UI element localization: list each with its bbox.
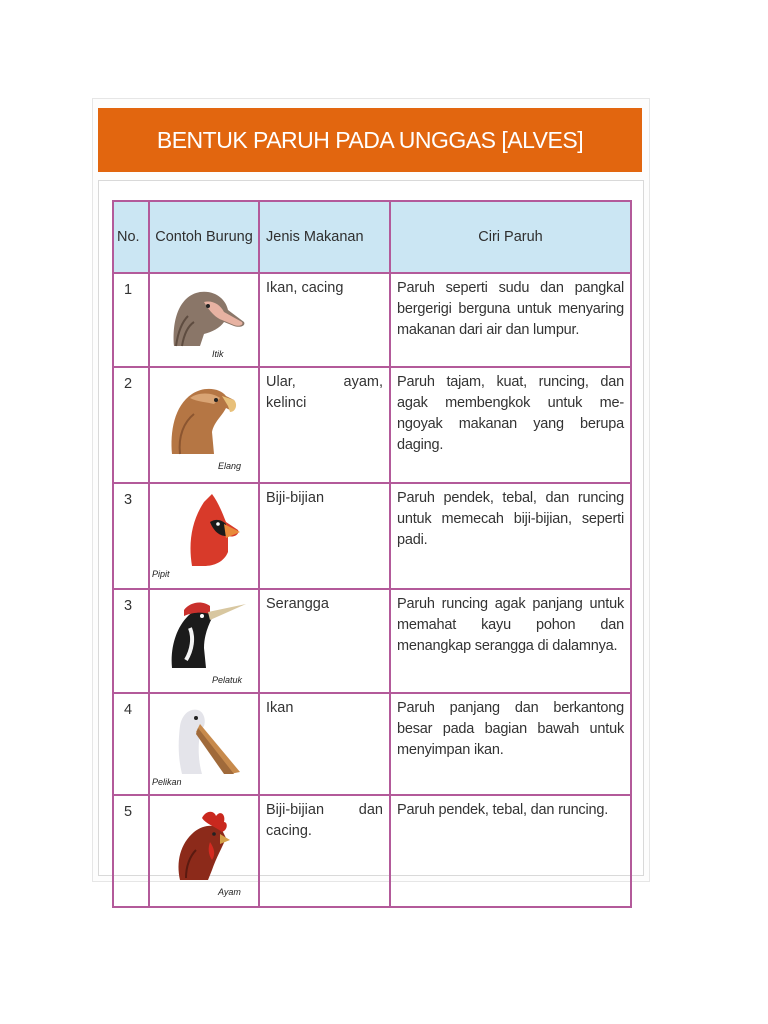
header-no: No.	[113, 201, 149, 273]
food-cell: Biji-bijian dan cacing.	[259, 795, 390, 907]
bird-cell	[149, 795, 259, 907]
row-number: 3	[113, 483, 149, 589]
ciri-cell: Paruh pendek, tebal, dan runcing untuk memecah biji-bijian, seperti padi.	[390, 483, 631, 589]
table-row	[113, 273, 631, 367]
header-ciri: Ciri Paruh	[390, 201, 631, 273]
ciri-cell: Paruh pendek, tebal, dan runcing.	[390, 795, 631, 907]
woodpecker-head-icon	[164, 598, 248, 670]
food-cell: Ular, ayam, kelinci	[259, 367, 390, 483]
table-header-row	[113, 201, 631, 273]
ciri-cell: Paruh seperti sudu dan pangkal bergerigi berguna untuk menyaring makanan dari air dan lumpur.	[390, 273, 631, 367]
page-title: BENTUK PARUH PADA UNGGAS [ALVES]	[98, 108, 642, 172]
eagle-head-icon	[164, 376, 248, 456]
food-cell: Ikan	[259, 693, 390, 795]
bird-cell	[149, 367, 259, 483]
food-cell: Ikan, cacing	[259, 273, 390, 367]
row-number: 1	[113, 273, 149, 367]
bird-cell	[149, 589, 259, 693]
food-cell: Serangga	[259, 589, 390, 693]
bird-cell	[149, 693, 259, 795]
bird-cell	[149, 273, 259, 367]
bird-cell	[149, 483, 259, 589]
bird-name: Ayam	[218, 887, 241, 897]
table-row	[113, 795, 631, 907]
table-row	[113, 693, 631, 795]
bird-name: Itik	[212, 349, 224, 359]
bird-name: Pipit	[152, 569, 170, 579]
chicken-head-icon	[164, 804, 248, 884]
row-number: 4	[113, 693, 149, 795]
duck-head-icon	[164, 282, 248, 348]
table-row	[113, 367, 631, 483]
header-food: Jenis Makanan	[259, 201, 390, 273]
pelican-head-icon	[164, 702, 248, 776]
row-number: 2	[113, 367, 149, 483]
ciri-cell: Paruh runcing agak panjang untuk memahat kayu pohon dan menangkap serangga di dalamnya.	[390, 589, 631, 693]
table-row	[113, 483, 631, 589]
cardinal-head-icon	[164, 492, 248, 568]
header-bird: Contoh Burung	[149, 201, 259, 273]
bird-name: Pelikan	[152, 777, 182, 787]
row-number: 5	[113, 795, 149, 907]
food-cell: Biji-bijian	[259, 483, 390, 589]
beak-table	[112, 200, 632, 908]
table-row	[113, 589, 631, 693]
ciri-cell: Paruh panjang dan berkantong besar pada bagian bawah untuk menyimpan ikan.	[390, 693, 631, 795]
bird-name: Elang	[218, 461, 242, 471]
ciri-cell: Paruh tajam, kuat, runcing, dan agak membengkok untuk me-ngoyak makanan yang berupa daging.	[390, 367, 631, 483]
bird-name: Pelatuk	[212, 675, 243, 685]
row-number: 3	[113, 589, 149, 693]
